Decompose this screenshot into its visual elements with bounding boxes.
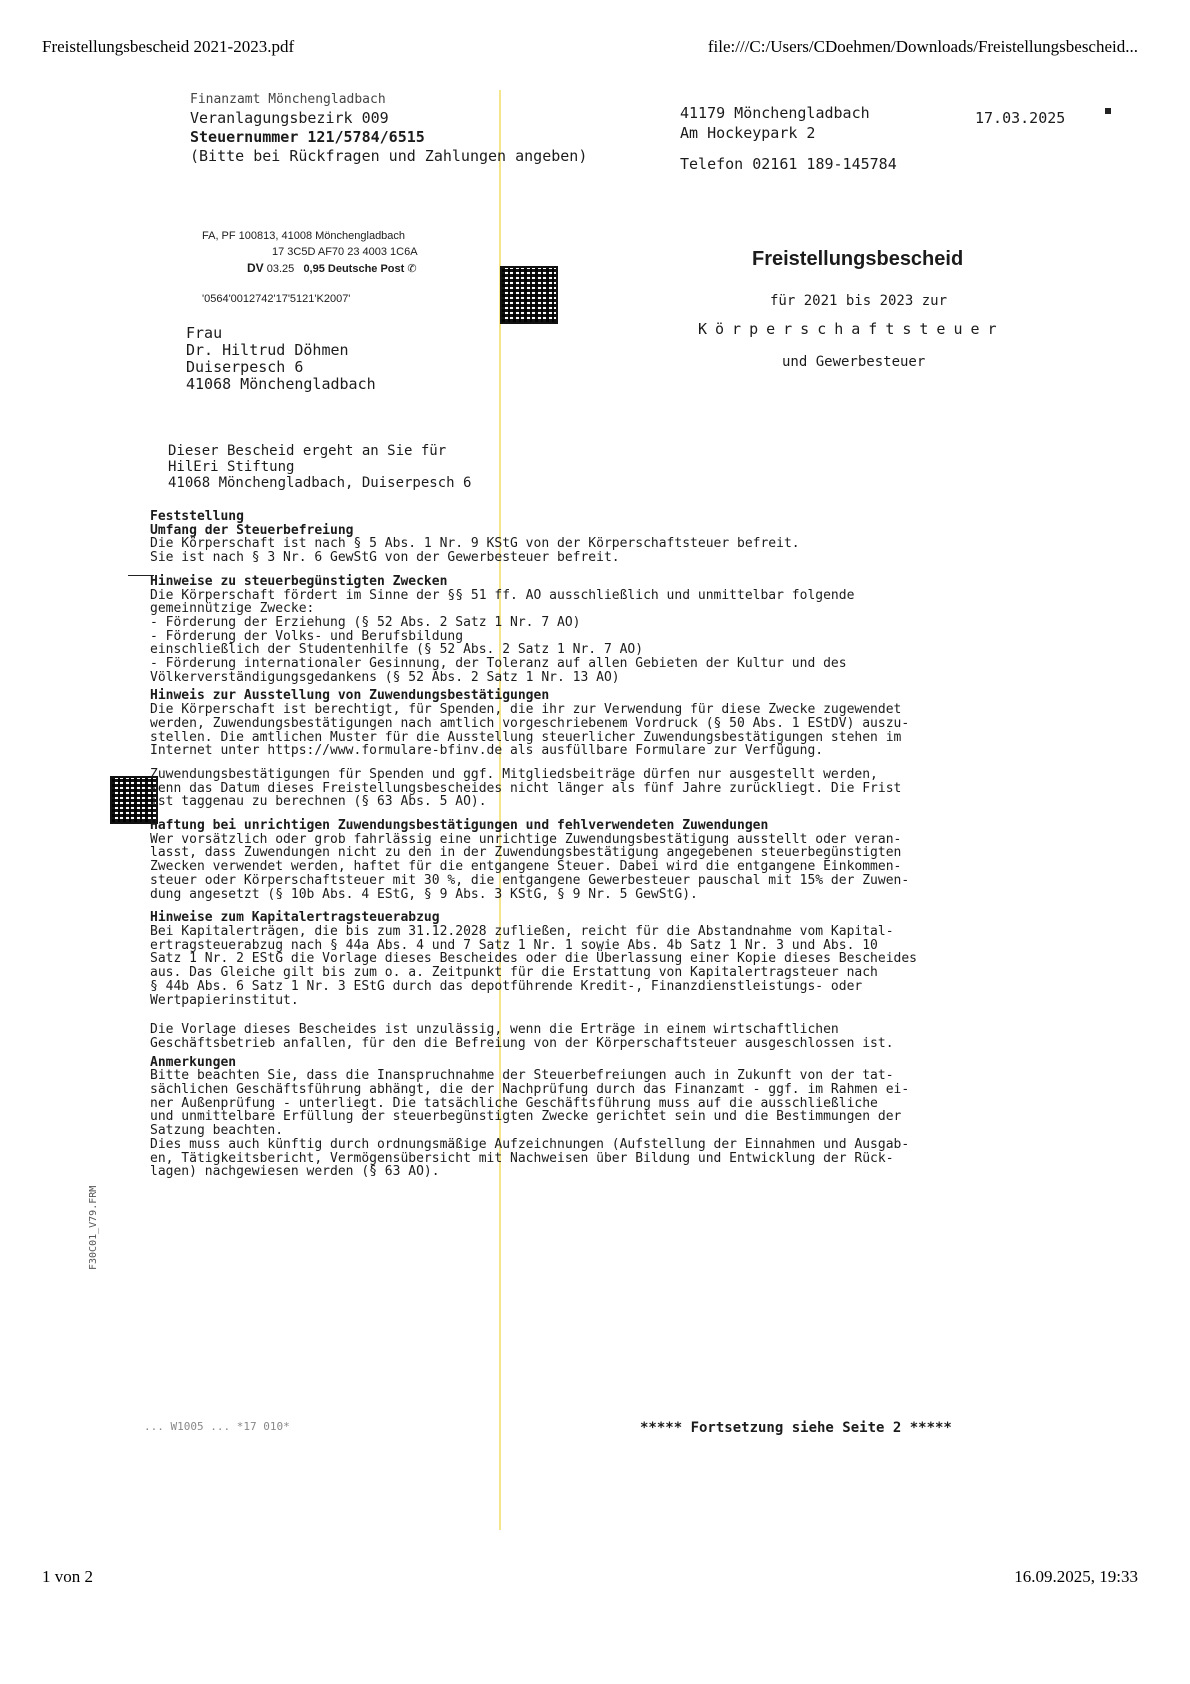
- body-line: Die Körperschaft ist nach § 5 Abs. 1 Nr. 9 KStG von der Körperschaftsteuer befreit.: [150, 536, 800, 552]
- body-line: Bitte beachten Sie, dass die Inanspruchnahme der Steuerbefreiungen auch in Zukunft von der tat-: [150, 1068, 894, 1084]
- recipient-street: Duiserpesch 6: [186, 358, 304, 376]
- office-city: 41179 Mönchengladbach: [680, 104, 870, 122]
- recipient-name: Dr. Hiltrud Döhmen: [186, 341, 349, 359]
- body-line: lagen) nachgewiesen werden (§ 63 AO).: [150, 1164, 440, 1180]
- body-line: aus. Das Gleiche gilt bis zum o. a. Zeitpunkt für die Erstattung von Kapitalertragsteuer nach: [150, 965, 878, 981]
- body-line: Die Körperschaft ist berechtigt, für Spenden, die ihr zur Verwendung für diese Zwecke zugewendet: [150, 702, 902, 718]
- office-address: [680, 103, 870, 143]
- section-heading: Umfang der Steuerbefreiung: [150, 522, 354, 538]
- form-code: F30C01_V79.FRM: [88, 1185, 99, 1270]
- notice-title: Freistellungsbescheid: [752, 248, 964, 270]
- body-line: Satz 1 Nr. 2 EStG die Vorlage dieses Bescheides oder die Überlassung einer Kopie dieses Bescheides: [150, 951, 918, 967]
- sender-office: Finanzamt Mönchengladbach: [190, 92, 386, 107]
- footer-code: ... W1005 ... *17 010*: [144, 1420, 290, 1433]
- office-street: Am Hockeypark 2: [680, 124, 816, 142]
- postal-code: 17 3C5D AF70 23 4003 1C6A: [272, 246, 418, 258]
- document-title: Freistellungsbescheid 2021-2023.pdf: [42, 37, 295, 56]
- body-line: Völkerverständigungsgedankens (§ 52 Abs. 2 Satz 1 Nr. 13 AO): [150, 669, 620, 685]
- body-line: werden, Zuwendungsbestätigungen nach amtlich vorgeschriebenem Vordruck (§ 50 Abs. 1 EStDV) auszu-: [150, 715, 910, 731]
- file-url: file:///C:/Users/CDoehmen/Downloads/Freistellungsbescheid...: [707, 37, 1138, 56]
- barcode-text: '0564'0012742'17'5121'K2007': [202, 293, 351, 305]
- recipient-salutation: Frau: [186, 324, 223, 342]
- tax-number-label: Steuernummer: [190, 128, 299, 146]
- notice-body: [150, 510, 1110, 1179]
- post-horn-icon: ✆: [407, 263, 417, 275]
- body-line: - Förderung internationaler Gesinnung, der Toleranz auf allen Gebieten der Kultur und des: [150, 656, 847, 672]
- continuation-note: ***** Fortsetzung siehe Seite 2 *****: [640, 1420, 952, 1436]
- postage: 0,95 Deutsche Post: [303, 263, 405, 275]
- recipient-city: 41068 Mönchengladbach: [186, 375, 376, 393]
- body-line: Dies muss auch künftig durch ordnungsmäßige Aufzeichnungen (Aufstellung der Einnahmen und Ausgab-: [150, 1136, 910, 1152]
- section-heading: Feststellung: [150, 509, 244, 524]
- notice-period: für 2021 bis 2023 zur: [770, 293, 948, 309]
- section-heading: Haftung bei unrichtigen Zuwendungsbestätigungen und fehlverwendeten Zuwendungen: [150, 818, 769, 834]
- body-line: lasst, dass Zuwendungen nicht zu den in der Zuwendungsbestätigung angegebenen steuerbegünstigten: [150, 845, 902, 861]
- dv-date: 03.25: [266, 263, 295, 275]
- body-line: gemeinnützige Zwecke:: [150, 601, 315, 617]
- section-heading: Anmerkungen: [150, 1054, 237, 1070]
- recipient-address: [186, 325, 376, 393]
- office-phone: Telefon 02161 189-145784: [680, 155, 897, 173]
- page-indicator: 1 von 2: [42, 1567, 93, 1586]
- body-line: ist taggenau zu berechnen (§ 63 Abs. 5 AO).: [150, 794, 487, 810]
- body-line: einschließlich der Studentenhilfe (§ 52 Abs. 2 Satz 1 Nr. 7 AO): [150, 642, 644, 658]
- intro-line: Dieser Bescheid ergeht an Sie für: [168, 443, 447, 459]
- browser-print-header: [0, 37, 1190, 61]
- dv-label: DV: [247, 261, 264, 275]
- intro-block: [168, 443, 471, 491]
- return-address: FA, PF 100813, 41008 Mönchengladbach: [202, 230, 406, 242]
- body-line: Bei Kapitalerträgen, die bis zum 31.12.2028 zufließen, reicht für die Abstandnahme vom Kapital-: [150, 923, 894, 939]
- mark-dot: [1105, 108, 1111, 114]
- scanned-letter: [70, 80, 1140, 1550]
- body-line: Wertpapierinstitut.: [150, 992, 299, 1008]
- body-line: Zuwendungsbestätigungen für Spenden und ggf. Mitgliedsbeiträge dürfen nur ausgestellt werden,: [150, 766, 878, 782]
- sender-note: (Bitte bei Rückfragen und Zahlungen angeben): [190, 147, 588, 165]
- section-heading: Hinweise zum Kapitalertragsteuerabzug: [150, 910, 440, 926]
- sender-block: [190, 90, 587, 166]
- intro-line: 41068 Mönchengladbach, Duiserpesch 6: [168, 475, 472, 491]
- body-line: und unmittelbare Erfüllung der steuerbegünstigten Zwecke gerichtet sein und die Bestimmungen der: [150, 1109, 902, 1125]
- body-line: Geschäftsbetrieb anfallen, für den die Befreiung von der Körperschaftsteuer ausgeschlossen ist.: [150, 1035, 894, 1051]
- body-line: § 44b Abs. 6 Satz 1 Nr. 3 EStG durch das depotführende Kredit-, Finanzdienstleistungs- oder: [150, 978, 863, 994]
- body-line: ner Außenprüfung - unterliegt. Die tatsächliche Geschäftsführung muss auf die ausschließliche: [150, 1095, 878, 1111]
- body-line: - Förderung der Erziehung (§ 52 Abs. 2 Satz 1 Nr. 7 AO): [150, 614, 581, 630]
- section-heading: Hinweise zu steuerbegünstigten Zwecken: [150, 573, 448, 589]
- body-line: stellen. Die amtlichen Muster für die Ausstellung steuerlicher Zuwendungsbestätigungen stehen im: [150, 729, 902, 745]
- body-line: Zwecken verwendet werden, haftet für die entgangene Steuer. Dabei wird die entgangene Einkommen-: [150, 859, 902, 875]
- body-line: ertragsteuerabzug nach § 44a Abs. 4 und 7 Satz 1 Nr. 1 sowie Abs. 4b Satz 1 Nr. 3 und Abs. 10: [150, 937, 878, 953]
- body-line: Sie ist nach § 3 Nr. 6 GewStG von der Gewerbesteuer befreit.: [150, 550, 620, 566]
- body-line: wenn das Datum dieses Freistellungsbescheides nicht länger als fünf Jahre zurückliegt. Die Frist: [150, 780, 902, 796]
- body-line: Satzung beachten.: [150, 1123, 284, 1139]
- intro-line: HilEri Stiftung: [168, 459, 295, 475]
- body-line: sächlichen Geschäftsführung abhängt, die der Nachprüfung durch das Finanzamt - ggf. im Rahmen ei-: [150, 1082, 910, 1098]
- notice-tax-type-2: und Gewerbesteuer: [782, 354, 926, 370]
- body-line: - Förderung der Volks- und Berufsbildung: [150, 628, 464, 644]
- section-heading: Hinweis zur Ausstellung von Zuwendungsbestätigungen: [150, 688, 550, 704]
- body-line: en, Tätigkeitsbericht, Vermögensübersicht mit Nachweisen über Bildung und Entwicklung der Rück-: [150, 1150, 894, 1166]
- postal-block: [202, 228, 418, 307]
- body-line: dung angesetzt (§ 10b Abs. 4 EStG, § 9 Abs. 3 KStG, § 9 Nr. 5 GewStG).: [150, 886, 698, 902]
- body-line: Die Vorlage dieses Bescheides ist unzulässig, wenn die Erträge in einem wirtschaftlichen: [150, 1022, 839, 1038]
- browser-print-footer: [0, 1567, 1190, 1591]
- letter-date: 17.03.2025: [975, 109, 1066, 127]
- body-line: Internet unter https://www.formulare-bfinv.de als ausfüllbare Formulare zur Verfügung.: [150, 743, 824, 759]
- notice-tax-type: Körperschaftsteuer: [698, 320, 1005, 338]
- datamatrix-code: [500, 266, 558, 324]
- print-datetime: 16.09.2025, 19:33: [1014, 1567, 1138, 1586]
- sender-district: Veranlagungsbezirk 009: [190, 109, 389, 127]
- body-line: steuer oder Körperschaftsteuer mit 30 %, die entgangene Gewerbesteuer pauschal mit 15% der Zuwen-: [150, 872, 910, 888]
- body-line: Wer vorsätzlich oder grob fahrlässig eine unrichtige Zuwendungsbestätigung ausstellt oder veran-: [150, 831, 902, 847]
- body-line: Die Körperschaft fördert im Sinne der §§ 51 ff. AO ausschließlich und unmittelbar folgende: [150, 587, 855, 603]
- tax-number: 121/5784/6515: [307, 128, 425, 146]
